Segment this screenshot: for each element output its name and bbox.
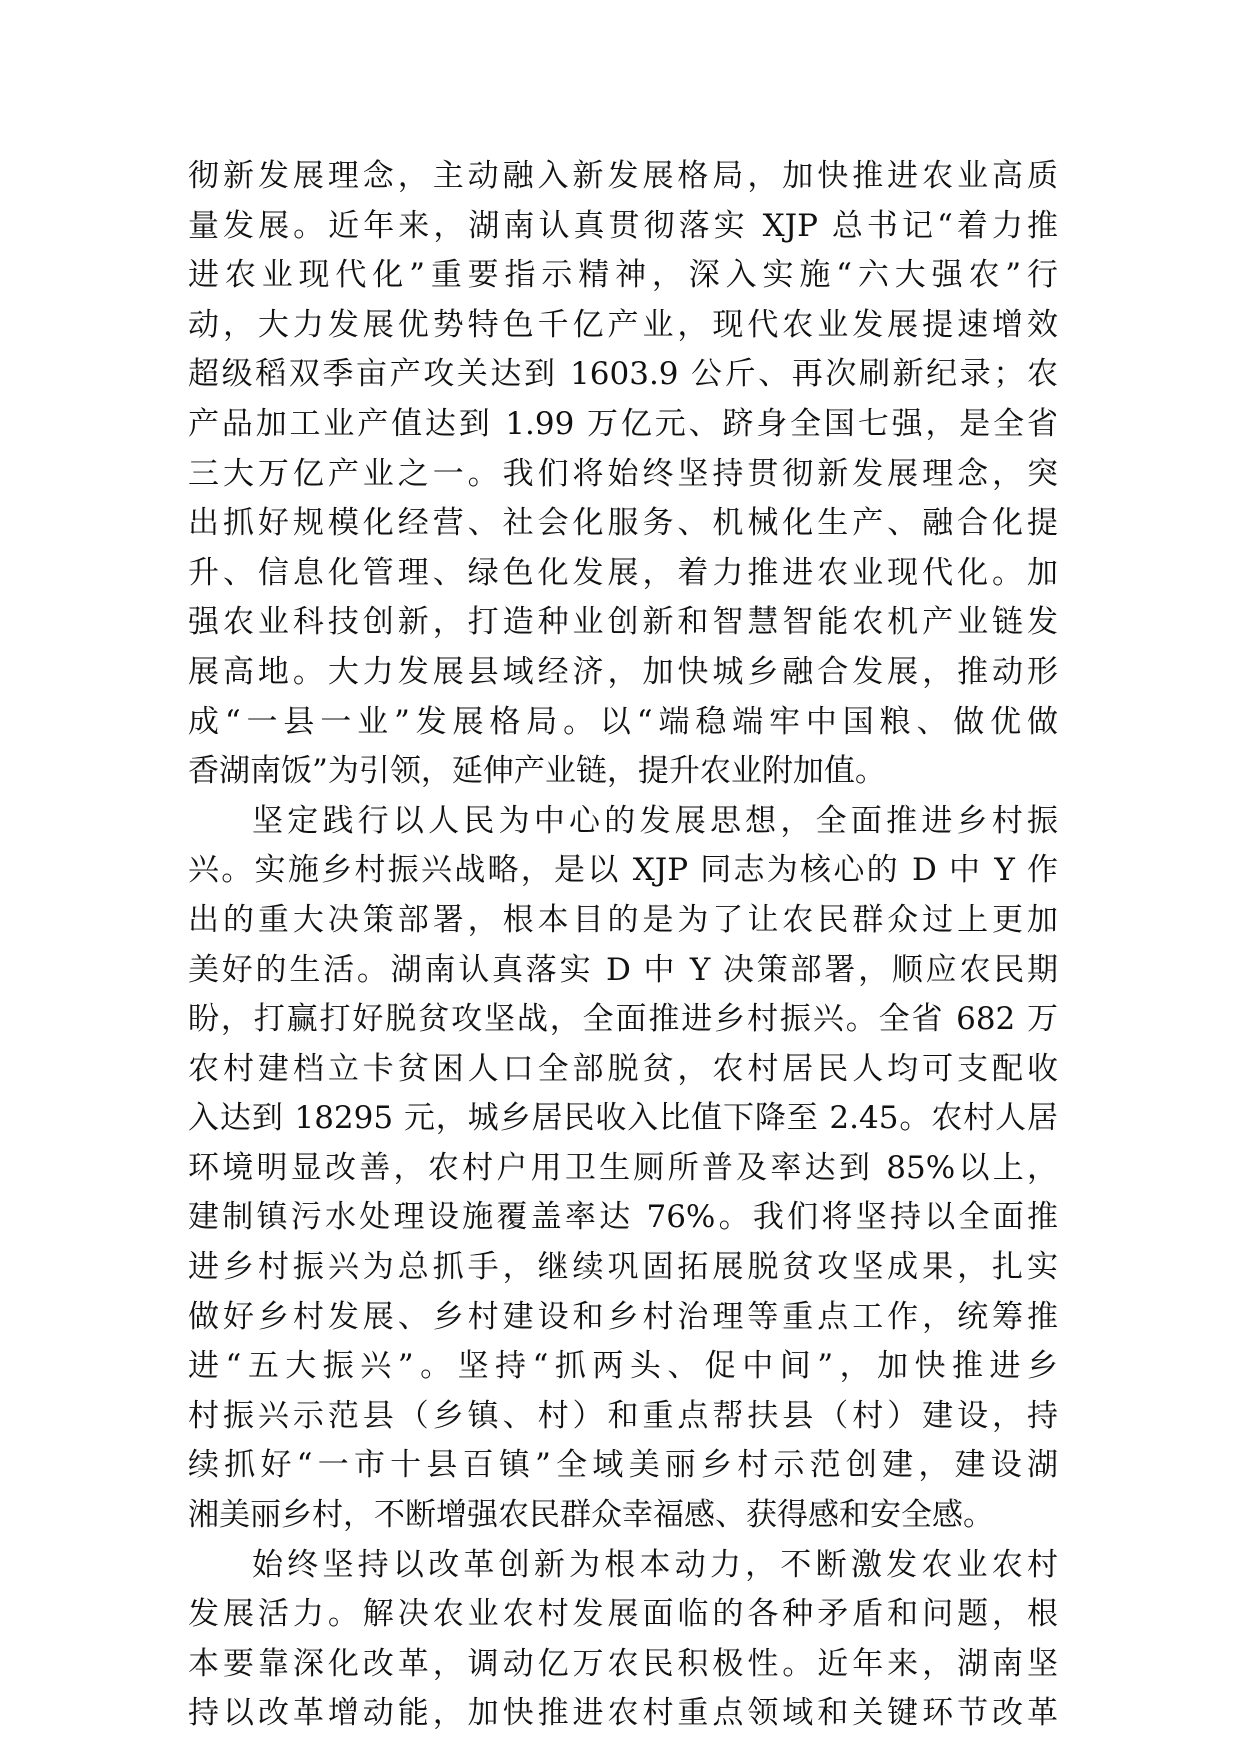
text-line: 续抓好“一市十县百镇”全域美丽乡村示范创建，建设湖: [188, 1447, 1058, 1484]
text-line: 环境明显改善，农村户用卫生厕所普及率达到 85%以上，: [188, 1149, 1058, 1186]
document-body: [188, 152, 1058, 1739]
text-line: 入达到 18295 元，城乡居民收入比值下降至 2.45。农村人居: [188, 1100, 1058, 1137]
text-line: 湘美丽乡村，不断增强农民群众幸福感、获得感和安全感。: [188, 1497, 994, 1534]
paragraph-agricultural-modernization: [188, 152, 1058, 797]
text-line: 兴。实施乡村振兴战略，是以 XJP 同志为核心的 D 中 Y 作: [188, 852, 1058, 889]
text-line: 彻新发展理念，主动融入新发展格局，加快推进农业高质: [188, 158, 1058, 194]
text-line: 产品加工业产值达到 1.99 万亿元、跻身全国七强，是全省: [188, 405, 1058, 442]
text-line: 本要靠深化改革，调动亿万农民积极性。近年来，湖南坚: [188, 1645, 1058, 1682]
text-line: 始终坚持以改革创新为根本动力，不断激发农业农村: [252, 1546, 1058, 1583]
text-line: 美好的生活。湖南认真落实 D 中 Y 决策部署，顺应农民期: [188, 951, 1058, 988]
text-line: 展高地。大力发展县域经济，加快城乡融合发展，推动形: [188, 653, 1058, 690]
text-line: 出抓好规模化经营、社会化服务、机械化生产、融合化提: [188, 505, 1058, 542]
text-line: 农村建档立卡贫困人口全部脱贫，农村居民人均可支配收: [188, 1050, 1058, 1087]
text-line: 出的重大决策部署，根本目的是为了让农民群众过上更加: [188, 901, 1058, 938]
text-line: 量发展。近年来，湖南认真贯彻落实 XJP 总书记“着力推: [188, 207, 1058, 244]
text-line: 建制镇污水处理设施覆盖率达 76%。我们将坚持以全面推: [188, 1199, 1058, 1236]
paragraph-reform-innovation: [188, 1541, 1058, 1739]
text-line: 香湖南饭”为引领，延伸产业链，提升农业附加值。: [188, 753, 886, 790]
text-line: 做好乡村发展、乡村建设和乡村治理等重点工作，统筹推: [188, 1298, 1058, 1335]
text-line: 盼，打赢打好脱贫攻坚战，全面推进乡村振兴。全省 682 万: [188, 1001, 1058, 1038]
text-line: 动，大力发展优势特色千亿产业，现代农业发展提速增效: [188, 306, 1058, 343]
text-line: 升、信息化管理、绿色化发展，着力推进农业现代化。加: [188, 554, 1058, 591]
text-line: 村振兴示范县（乡镇、村）和重点帮扶县（村）建设，持: [188, 1397, 1058, 1434]
text-line: 进农业现代化”重要指示精神，深入实施“六大强农”行: [188, 257, 1058, 294]
text-line: 强农业科技创新，打造种业创新和智慧智能农机产业链发: [188, 604, 1058, 641]
text-line: 发展活力。解决农业农村发展面临的各种矛盾和问题，根: [188, 1596, 1058, 1633]
text-line: 进“五大振兴”。坚持“抓两头、促中间”，加快推进乡: [188, 1348, 1058, 1385]
text-line: 持以改革增动能，加快推进农村重点领域和关键环节改革: [188, 1695, 1058, 1732]
text-line: 超级稻双季亩产攻关达到 1603.9 公斤、再次刷新纪录；农: [188, 356, 1058, 393]
text-line: 三大万亿产业之一。我们将始终坚持贯彻新发展理念，突: [188, 455, 1058, 492]
paragraph-rural-revitalization: [188, 797, 1058, 1541]
text-line: 进乡村振兴为总抓手，继续巩固拓展脱贫攻坚成果，扎实: [188, 1249, 1058, 1286]
text-line: 坚定践行以人民为中心的发展思想，全面推进乡村振: [252, 802, 1058, 839]
text-line: 成“一县一业”发展格局。以“端稳端牢中国粮、做优做: [188, 703, 1058, 740]
